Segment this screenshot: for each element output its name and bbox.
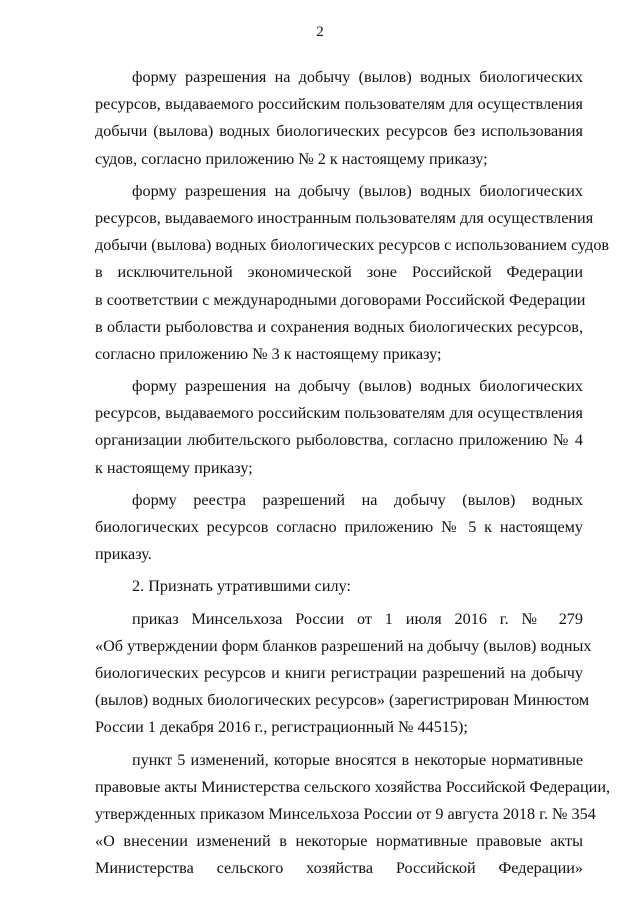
text-line: 2. Признать утратившими силу: bbox=[132, 577, 351, 596]
paragraph-item-2-heading bbox=[95, 573, 583, 600]
text-line: приказ Минсельхоза России от 1 июля 2016 г. № 279 bbox=[132, 609, 583, 628]
text-line: утвержденных приказом Минсельхоза России от 9 августа 2018 г. № 354 bbox=[95, 804, 596, 823]
text-line: добычи (вылова) водных биологических ресурсов с использованием судов bbox=[95, 236, 610, 255]
text-line: к настоящему приказу; bbox=[95, 458, 253, 477]
text-line: организации любительского рыболовства, согласно приложению № 4 bbox=[95, 431, 583, 450]
text-line: согласно приложению № 3 к настоящему приказу; bbox=[95, 344, 442, 363]
page-number: 2 bbox=[316, 24, 324, 40]
text-line: (вылов) водных биологических ресурсов» (зарегистрирован Минюстом bbox=[95, 691, 590, 710]
text-line: форму реестра разрешений на добычу (вылов) водных bbox=[132, 490, 583, 509]
text-line: в соответствии с международными договорами Российской Федерации bbox=[95, 290, 586, 309]
paragraph-form-appendix-4 bbox=[95, 373, 583, 482]
text-line: России 1 декабря 2016 г., регистрационный № 44515); bbox=[95, 718, 468, 737]
paragraph-order-279 bbox=[95, 606, 592, 742]
text-line: форму разрешения на добычу (вылов) водных биологических bbox=[132, 181, 583, 200]
paragraph-form-appendix-2 bbox=[95, 64, 583, 173]
text-line: форму разрешения на добычу (вылов) водных биологических bbox=[132, 68, 583, 86]
text-line: Министерства сельского хозяйства Российской Федерации» bbox=[95, 859, 583, 878]
text-line: в исключительной экономической зоне Российской Федерации bbox=[95, 263, 583, 282]
paragraph-form-appendix-5 bbox=[95, 487, 583, 569]
document-body bbox=[95, 64, 611, 887]
text-line: ресурсов, выдаваемого иностранным пользователям для осуществления bbox=[95, 208, 594, 227]
text-line: «О внесении изменений в некоторые нормативные правовые акты bbox=[95, 832, 583, 851]
text-line: ресурсов, выдаваемого российским пользователям для осуществления bbox=[95, 404, 583, 423]
text-line: биологических ресурсов и книги регистрации разрешений на добычу bbox=[95, 663, 583, 682]
text-line: добычи (вылова) водных биологических ресурсов без использования bbox=[95, 122, 583, 141]
paragraph-item-5-changes bbox=[95, 747, 611, 883]
text-line: судов, согласно приложению № 2 к настоящему приказу; bbox=[95, 149, 488, 168]
text-line: приказу. bbox=[95, 545, 152, 564]
text-line: форму разрешения на добычу (вылов) водных биологических bbox=[132, 377, 583, 396]
text-line: пункт 5 изменений, которые вносятся в некоторые нормативные bbox=[132, 750, 583, 769]
text-line: «Об утверждении форм бланков разрешений на добычу (вылов) водных bbox=[95, 636, 592, 655]
text-line: биологических ресурсов согласно приложению № 5 к настоящему bbox=[95, 518, 583, 536]
text-line: ресурсов, выдаваемого российским пользователям для осуществления bbox=[95, 95, 583, 114]
paragraph-form-appendix-3 bbox=[95, 178, 610, 368]
text-line: правовые акты Министерства сельского хозяйства Российской Федерации, bbox=[95, 777, 611, 796]
text-line: в области рыболовства и сохранения водных биологических ресурсов, bbox=[95, 317, 583, 336]
